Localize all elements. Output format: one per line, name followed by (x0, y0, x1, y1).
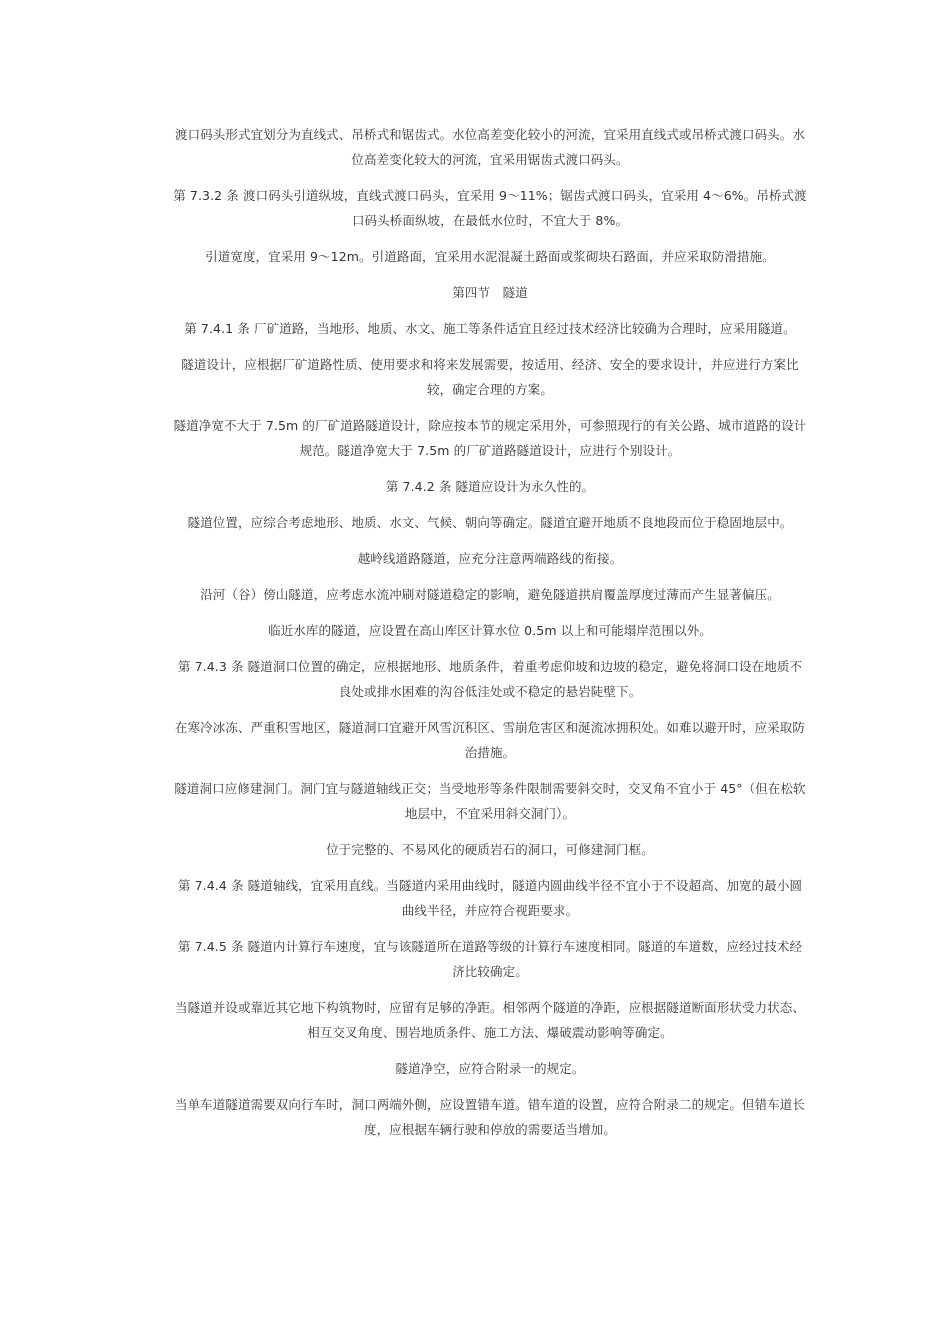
paragraph-passing-bay: 当单车道隧道需要双向行车时，洞口两端外侧，应设置错车道。错车道的设置，应符合附录二的规定。但错车道长度，应根据车辆行驶和停放的需要适当增加。 (174, 1097, 805, 1137)
paragraph-7-4-5: 第 7.4.5 条 隧道内计算行车速度，宜与该隧道所在道路等级的计算行车速度相同。隧道的车道数，应经过技术经济比较确定。 (177, 939, 803, 979)
paragraph-tunnel-location: 隧道位置，应综合考虑地形、地质、水文、气候、朝向等确定。隧道宜避开地质不良地段而位于稳固地层中。 (187, 515, 793, 530)
paragraph-portal-frame: 位于完整的、不易风化的硬质岩石的洞口，可修建洞门框。 (326, 842, 654, 857)
paragraph-tunnel-width: 隧道净宽不大于 7.5m 的厂矿道路隧道设计，除应按本节的规定采用外，可参照现行的有关公路、城市道路的设计规范。隧道净宽大于 7.5m 的厂矿道路隧道设计，应进行个别设计。 (173, 418, 807, 458)
paragraph-tunnel-design: 隧道设计，应根据厂矿道路性质、使用要求和将来发展需要，按适用、经济、安全的要求设计，并应进行方案比较，确定合理的方案。 (181, 357, 799, 397)
paragraph-reservoir-tunnel: 临近水库的隧道，应设置在高山库区计算水位 0.5m 以上和可能塌岸范围以外。 (268, 623, 712, 638)
paragraph-7-3-2: 第 7.3.2 条 渡口码头引道纵坡，直线式渡口码头，宜采用 9～11%；锯齿式渡口码头，宜采用 4～6%。吊桥式渡口码头桥面纵坡，在最低水位时，不宜大于 8%。 (173, 188, 807, 228)
paragraph-approach-road-width: 引道宽度，宜采用 9～12m。引道路面，宜采用水泥混凝土路面或浆砌块石路面，并应采取防滑措施。 (205, 249, 775, 264)
document-page (172, 122, 808, 1153)
section-heading-tunnel: 第四节 隧道 (452, 285, 528, 300)
paragraph-cold-region: 在寒冷冰冻、严重积雪地区，隧道洞口宜避开风雪沉积区、雪崩危害区和涎流冰拥积处。如难以避开时，应采取防治措施。 (174, 720, 805, 760)
paragraph-7-4-3: 第 7.4.3 条 隧道洞口位置的确定，应根据地形、地质条件，着重考虑仰坡和边坡的稳定，避免将洞口设在地质不良处或排水困难的沟谷低洼处或不稳定的悬岩陡壁下。 (177, 659, 803, 699)
paragraph-riverside-tunnel: 沿河（谷）傍山隧道，应考虑水流冲刷对隧道稳定的影响，避免隧道拱肩覆盖厚度过薄而产生显著偏压。 (200, 587, 780, 602)
paragraph-parallel-tunnels: 当隧道并设或靠近其它地下构筑物时，应留有足够的净距。相邻两个隧道的净距，应根据隧道断面形状受力状态、相互交叉角度、围岩地质条件、施工方法、爆破震动影响等确定。 (174, 1000, 805, 1040)
paragraph-ferry-pier-types: 渡口码头形式宜划分为直线式、吊桥式和锯齿式。水位高差变化较小的河流，宜采用直线式或吊桥式渡口码头。水位高差变化较大的河流，宜采用锯齿式渡口码头。 (174, 127, 805, 167)
paragraph-7-4-2: 第 7.4.2 条 隧道应设计为永久性的。 (385, 479, 595, 494)
paragraph-clearance: 隧道净空，应符合附录一的规定。 (395, 1061, 585, 1076)
paragraph-7-4-4: 第 7.4.4 条 隧道轴线，宜采用直线。当隧道内采用曲线时，隧道内圆曲线半径不宜小于不设超高、加宽的最小圆曲线半径，并应符合视距要求。 (177, 878, 803, 918)
paragraph-ridge-tunnel: 越岭线道路隧道，应充分注意两端路线的衔接。 (357, 551, 623, 566)
paragraph-7-4-1: 第 7.4.1 条 厂矿道路，当地形、地质、水文、施工等条件适宜且经过技术经济比较确为合理时，应采用隧道。 (184, 321, 796, 336)
paragraph-portal: 隧道洞口应修建洞门。洞门宜与隧道轴线正交；当受地形等条件限制需要斜交时，交叉角不宜小于 45°（但在松软地层中，不宜采用斜交洞门）。 (174, 781, 806, 821)
